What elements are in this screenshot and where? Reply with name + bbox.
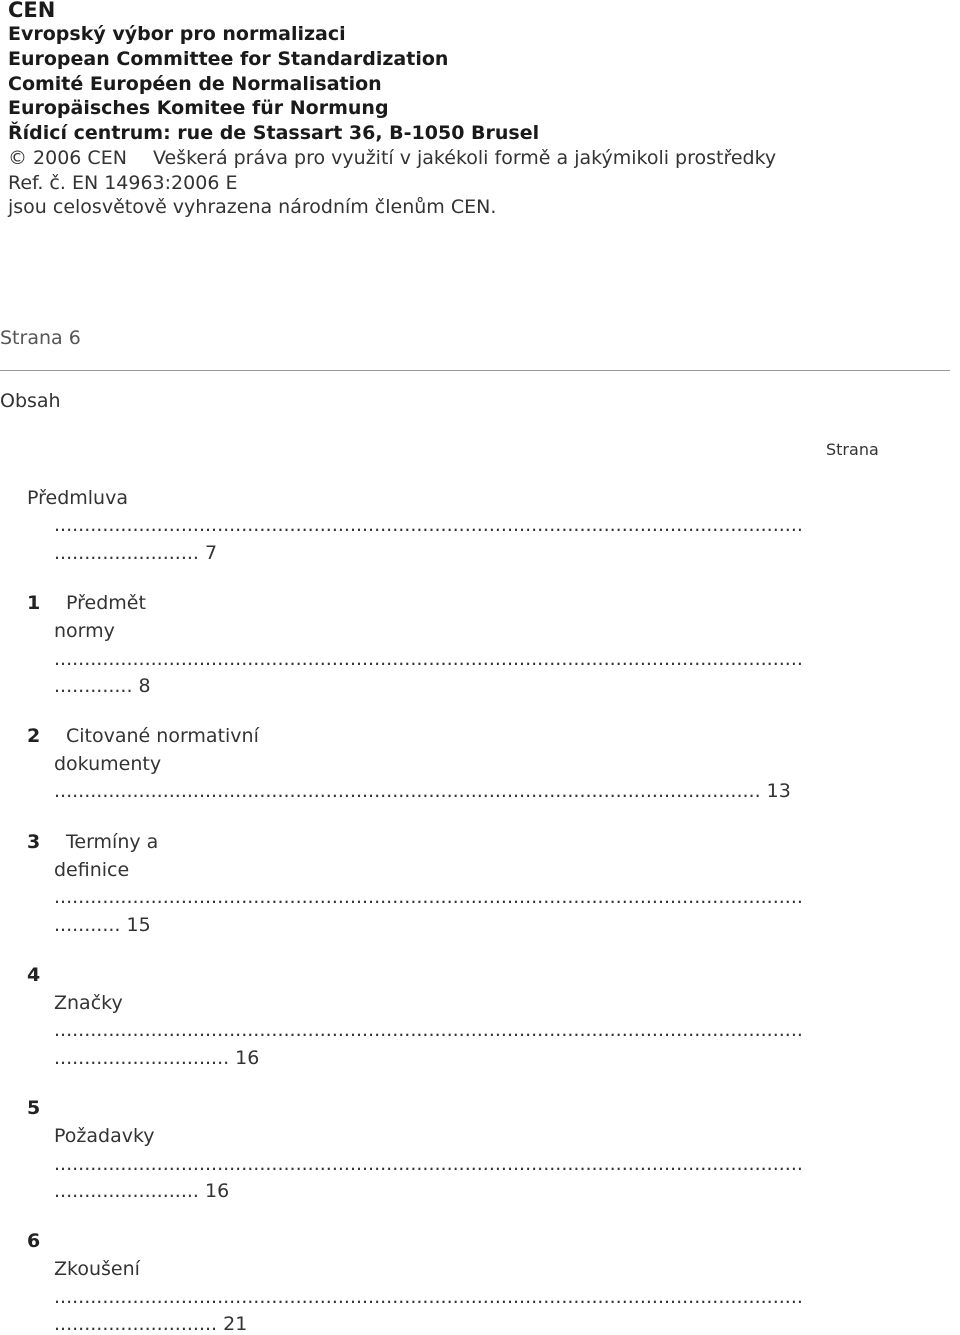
page-number-label: Strana 6 — [0, 327, 81, 349]
toc-entry-title-cont: definice — [54, 859, 130, 881]
reference-number: Ref. č. EN 14963:2006 E — [8, 172, 238, 194]
toc-entry-title-cont: normy — [54, 620, 115, 642]
rights-reserved: jsou celosvětově vyhrazena národním členům CEN. — [8, 196, 497, 218]
toc-entry-title: Citované normativní — [66, 725, 259, 747]
toc-entry-title: Požadavky — [54, 1125, 155, 1147]
copyright-year: © 2006 CEN — [8, 147, 127, 169]
toc-entry-page: ............................. 16 — [54, 1047, 260, 1069]
toc-entry-page: ........................ 7 — [54, 542, 218, 564]
toc-entry-number: 1 — [27, 592, 41, 614]
org-name-en: European Committee for Standardization — [8, 48, 449, 70]
toc-entry-leader: ............................................................................................................................ — [54, 1021, 803, 1040]
toc-entry-title: Zkoušení — [54, 1258, 140, 1280]
toc-entry-number: 3 — [27, 831, 41, 853]
toc-entry-page: ........... 15 — [54, 914, 151, 936]
toc-entry-leader: ............................................................................................................................ — [54, 1155, 803, 1174]
toc-title: Obsah — [0, 390, 61, 412]
org-name-de: Europäisches Komitee für Normung — [8, 97, 389, 119]
toc-entry-page: ........................ 16 — [54, 1180, 230, 1202]
divider-line — [0, 370, 950, 371]
toc-entry-title-cont: dokumenty — [54, 753, 162, 775]
org-short: CEN — [8, 0, 56, 22]
toc-entry-title: Předmluva — [27, 487, 128, 509]
toc-entry-title: Termíny a — [66, 831, 159, 853]
toc-entry-leader: ............................................................................................................................ — [54, 1288, 803, 1307]
toc-entry-number: 2 — [27, 725, 41, 747]
toc-entry-title: Značky — [54, 992, 123, 1014]
toc-entry-page: ..................................................................................................................... 13 — [54, 780, 791, 802]
toc-entry-title: Předmět — [66, 592, 146, 614]
rights-text: Veškerá práva pro využití v jakékoli formě a jakýmikoli prostředky — [153, 147, 777, 169]
toc-entry-leader: ............................................................................................................................ — [54, 888, 803, 907]
toc-entry-leader: ............................................................................................................................ — [54, 650, 803, 669]
toc-entry-page: ........................... 21 — [54, 1313, 248, 1335]
toc-entry-leader: ............................................................................................................................ — [54, 516, 803, 535]
org-address: Řídicí centrum: rue de Stassart 36, B-1050 Brusel — [8, 122, 540, 144]
toc-page-column-label: Strana — [826, 440, 879, 459]
toc-entry-number: 5 — [27, 1097, 41, 1119]
org-name-cs: Evropský výbor pro normalizaci — [8, 23, 346, 45]
toc-entry-number: 6 — [27, 1230, 41, 1252]
org-name-fr: Comité Européen de Normalisation — [8, 73, 382, 95]
toc-entry-page: ............. 8 — [54, 675, 151, 697]
toc-entry-number: 4 — [27, 964, 41, 986]
